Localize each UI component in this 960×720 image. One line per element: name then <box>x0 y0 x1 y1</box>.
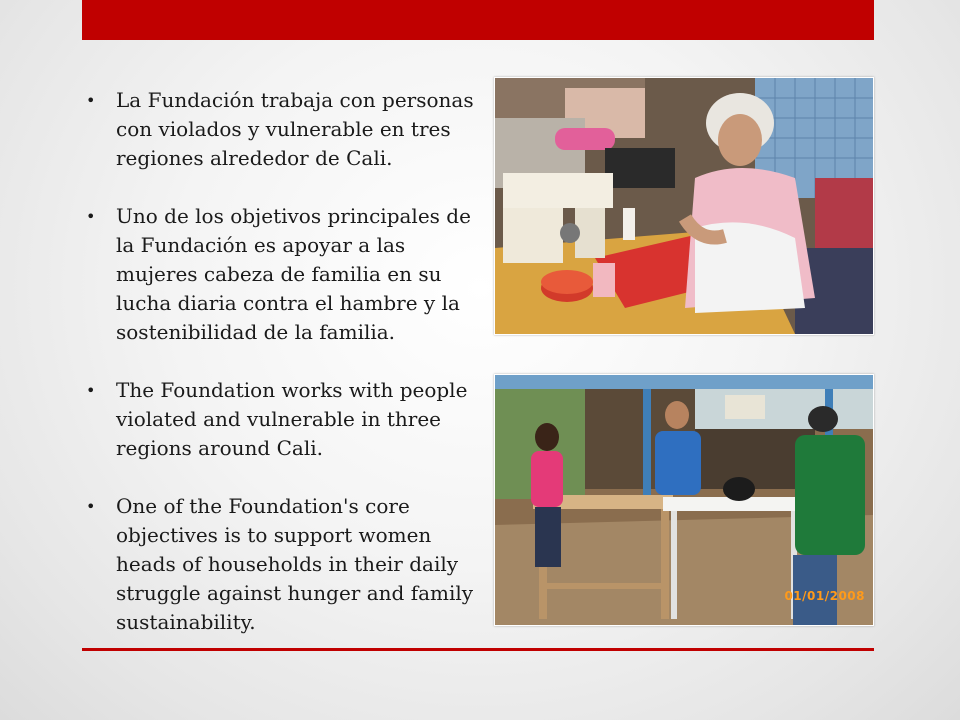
bullet-text: One of the Foundation's core objectives is to support women heads of households in their daily struggle against hunger and family sustainability. <box>116 494 474 634</box>
bullet-dot: • <box>86 91 96 110</box>
bottom-accent-rule <box>82 648 874 651</box>
top-accent-bar <box>82 0 874 40</box>
photo-timestamp: 01/01/2008 <box>784 589 865 603</box>
bullet-dot: • <box>86 381 96 400</box>
bullet-dot: • <box>86 497 96 516</box>
bullet-item <box>86 376 486 463</box>
bullet-text: The Foundation works with people violated and vulnerable in three regions around Cali. <box>116 378 468 460</box>
bullet-item <box>86 86 486 173</box>
bullet-text: La Fundación trabaja con personas con violados y vulnerable en tres regiones alrededor de Cali. <box>116 88 474 170</box>
sewing-woman-photo <box>494 77 874 335</box>
bullet-text: Uno de los objetivos principales de la Fundación es apoyar a las mujeres cabeza de familia en su lucha diaria contra el hambre y la sostenibilidad de la familia. <box>116 204 471 344</box>
group-scene-illustration <box>495 375 873 625</box>
bullet-dot: • <box>86 207 96 226</box>
bullet-list <box>86 86 486 637</box>
group-meeting-photo <box>494 374 874 626</box>
bullet-item <box>86 202 486 347</box>
bullet-item <box>86 492 486 637</box>
sewing-scene-illustration <box>495 78 873 334</box>
